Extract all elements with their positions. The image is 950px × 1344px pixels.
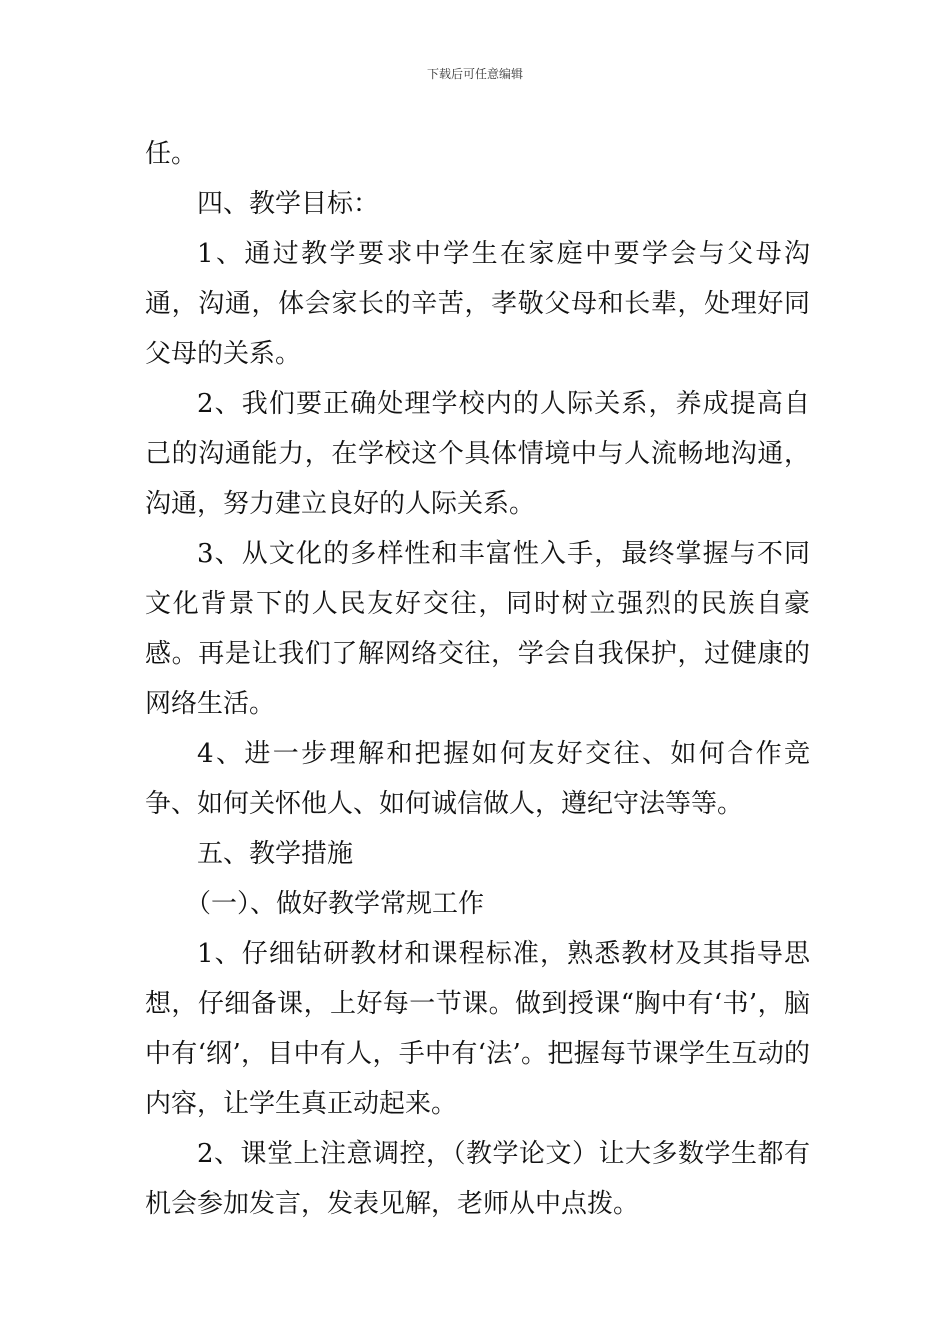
paragraph-objective-2: 2、我们要正确处理学校内的人际关系，养成提高自己的沟通能力，在学校这个具体情境中与人流畅地沟通，沟通，努力建立良好的人际关系。: [145, 389, 810, 519]
document-body: [145, 129, 810, 1229]
section-heading-objectives: 四、教学目标：: [197, 189, 380, 219]
section-heading-measures: 五、教学措施: [197, 839, 354, 869]
paragraph-objective-1: 1、通过教学要求中学生在家庭中要学会与父母沟通，沟通，体会家长的辛苦，孝敬父母和长辈，处理好同父母的关系。: [145, 239, 810, 369]
paragraph-measure-2: 2、课堂上注意调控，（教学论文）让大多数学生都有机会参加发言，发表见解，老师从中点拨。: [145, 1139, 810, 1219]
paragraph-measure-1: 1、仔细钻研教材和课程标准，熟悉教材及其指导思想，仔细备课，上好每一节课。做到授课“胸中有‘书’，脑中有‘纲’，目中有人，手中有‘法’。把握每节课学生互动的内容，让学生真正动起来。: [145, 939, 810, 1119]
paragraph-objective-4: 4、进一步理解和把握如何友好交往、如何合作竞争、如何关怀他人、如何诚信做人，遵纪守法等等。: [145, 739, 810, 819]
page-header: 下载后可任意编辑: [426, 67, 523, 81]
paragraph-continuation: 任。: [145, 139, 198, 169]
subsection-heading-routine: （一）、做好教学常规工作: [185, 889, 485, 919]
paragraph-objective-3: 3、从文化的多样性和丰富性入手，最终掌握与不同文化背景下的人民友好交往，同时树立强烈的民族自豪感。再是让我们了解网络交往，学会自我保护，过健康的网络生活。: [145, 539, 810, 719]
